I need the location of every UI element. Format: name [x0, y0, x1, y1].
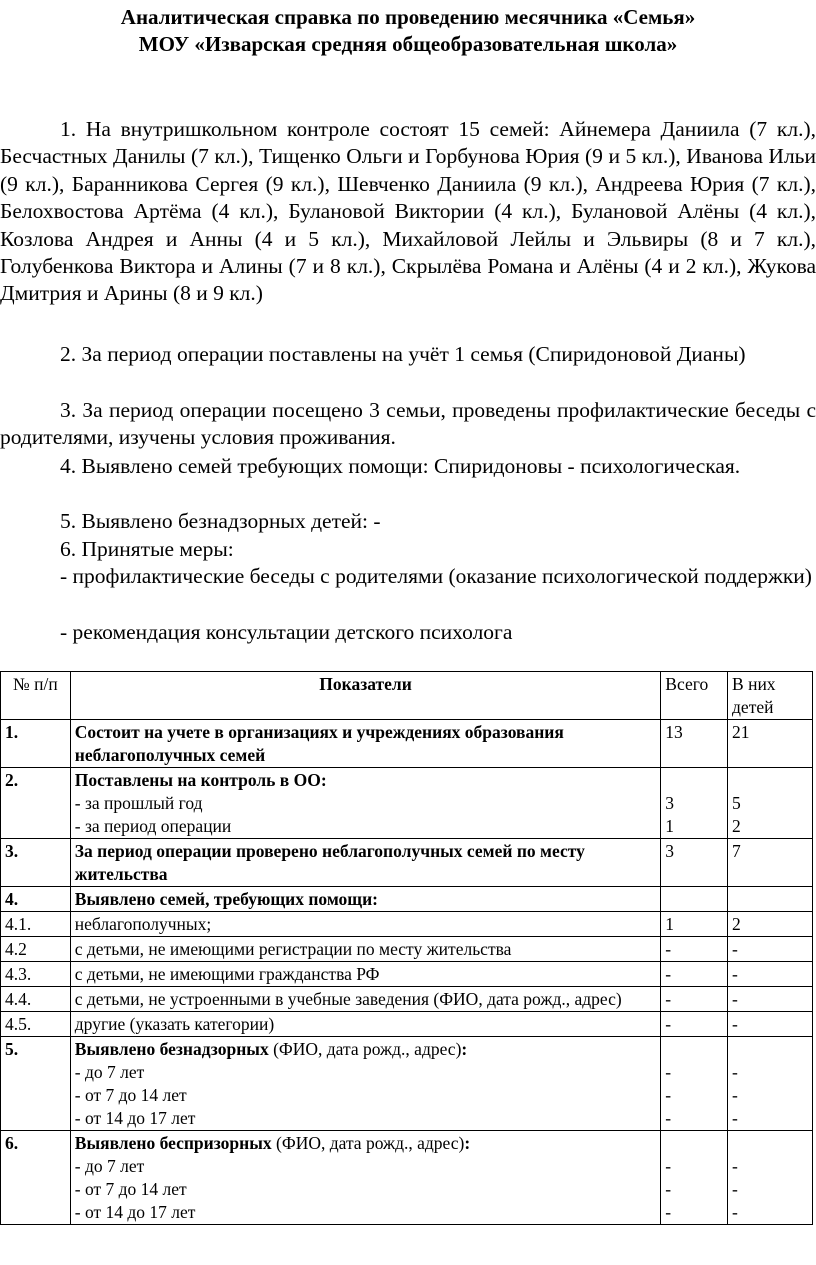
row-label: Выявлено беспризорных [74, 1133, 272, 1153]
row-total-cell [661, 768, 728, 839]
row-total [661, 887, 728, 912]
row-sublabel: - от 14 до 17 лет [74, 1202, 196, 1222]
row-children [728, 887, 813, 912]
header-total: Всего [661, 672, 728, 720]
row-num: 4.4. [1, 987, 71, 1012]
row-sublabel: - за прошлый год [74, 793, 203, 813]
paragraph-4: 4. Выявлено семей требующих помощи: Спиридоновы - психологическая. [60, 454, 741, 478]
row-num: 4.3. [1, 962, 71, 987]
row-children: - [728, 962, 813, 987]
header-num: № п/п [1, 672, 71, 720]
row-total: - [661, 962, 728, 987]
row-children-cell [728, 768, 813, 839]
paragraph-5: 5. Выявлено безнадзорных детей: - [60, 509, 381, 533]
row-total-cell [661, 1037, 728, 1131]
table-row [1, 912, 813, 937]
row-label: Состоит на учете в организациях и учреждениях образования неблагополучных семей [70, 720, 661, 768]
row-label-cell [70, 768, 661, 839]
row-label: За период операции проверено неблагополучных семей по месту жительства [70, 839, 661, 887]
table-row [1, 962, 813, 987]
table-row [1, 768, 813, 839]
row-label: с детьми, не имеющими гражданства РФ [70, 962, 661, 987]
row-children: - [728, 937, 813, 962]
paragraph-7: - профилактические беседы с родителями (оказание психологической поддержки) [60, 564, 812, 588]
row-sublabel: - от 7 до 14 лет [74, 1085, 187, 1105]
document-title-line1: Аналитическая справка по проведению месячника «Семья» [120, 5, 696, 29]
table-header-row [1, 672, 813, 720]
row-total: - [665, 1108, 672, 1128]
row-label: Поставлены на контроль в ОО: [74, 770, 327, 790]
row-children: - [732, 1156, 738, 1176]
row-total: - [665, 1179, 672, 1199]
row-children: 21 [728, 720, 813, 768]
row-label: с детьми, не устроенными в учебные заведения (ФИО, дата рожд., адрес) [70, 987, 661, 1012]
row-children: - [732, 1108, 738, 1128]
row-num: 1. [1, 720, 71, 768]
row-num: 4.1. [1, 912, 71, 937]
row-label-colon: : [464, 1133, 471, 1153]
row-num: 3. [1, 839, 71, 887]
row-label: Выявлено безнадзорных [74, 1039, 269, 1059]
row-total: - [665, 1085, 672, 1105]
row-total: - [665, 1062, 672, 1082]
row-num: 4.2 [1, 937, 71, 962]
row-num: 2. [1, 768, 71, 839]
header-children: В них детей [728, 672, 813, 720]
row-sublabel: - до 7 лет [74, 1062, 145, 1082]
row-children: - [732, 1085, 738, 1105]
row-children-cell [728, 1037, 813, 1131]
table-row [1, 1012, 813, 1037]
row-children: 2 [732, 816, 741, 836]
row-sublabel: - от 7 до 14 лет [74, 1179, 187, 1199]
table-row [1, 987, 813, 1012]
table-row [1, 1131, 813, 1225]
row-sublabel: - от 14 до 17 лет [74, 1108, 196, 1128]
paragraph-8: - рекомендация консультации детского психолога [60, 620, 513, 644]
row-total: - [665, 1202, 672, 1222]
row-label: Выявлено семей, требующих помощи: [70, 887, 661, 912]
row-total: - [661, 987, 728, 1012]
row-num: 6. [1, 1131, 71, 1225]
row-total: - [661, 1012, 728, 1037]
row-total: 13 [661, 720, 728, 768]
row-children: - [728, 1012, 813, 1037]
row-total: - [665, 1156, 672, 1176]
paragraph-1: 1. На внутришкольном контроле состоят 15 семей: Айнемера Даниила (7 кл.), Бесчастных Данилы (7 кл.), Тищенко Ольги и Горбунова Юрия (9 и 5 кл.), Иванова Ильи (9 кл.), Баранникова Сергея (9 кл.), Шевченко Даниила (9 кл.), Андреева Юрия (7 кл.), Белохвостова Артёма (4 кл.), Булановой Виктории (4 кл.), Булановой Алёны (4 кл.), Козлова Андрея и Анны (4 и 5 кл.), Михайловой Лейлы и Эльвиры (8 и 7 кл.), Голубенкова Виктора и Алины (7 и 8 кл.), Скрылёва Романа и Алёны (4 и 2 кл.), Жукова Дмитрия и Арины (8 и 9 кл.) [0, 117, 816, 306]
table-row [1, 1037, 813, 1131]
row-children: - [732, 1179, 738, 1199]
row-total: 3 [665, 793, 675, 813]
row-children: 5 [732, 793, 741, 813]
row-total-cell [661, 1131, 728, 1225]
row-num: 4.5. [1, 1012, 71, 1037]
row-children: - [728, 987, 813, 1012]
row-label-note: (ФИО, дата рожд., адрес) [268, 1039, 462, 1059]
row-children: - [732, 1062, 738, 1082]
row-label-cell [70, 1131, 661, 1225]
row-sublabel: - до 7 лет [74, 1156, 145, 1176]
row-label-note: (ФИО, дата рожд., адрес) [271, 1133, 465, 1153]
header-indicators: Показатели [70, 672, 661, 720]
row-num: 5. [1, 1037, 71, 1131]
document-title-line2: МОУ «Изварская средняя общеобразовательная школа» [138, 32, 678, 56]
row-total: 1 [661, 912, 728, 937]
row-label: другие (указать категории) [70, 1012, 661, 1037]
row-children-cell [728, 1131, 813, 1225]
table-row [1, 887, 813, 912]
paragraph-6: 6. Принятые меры: [60, 537, 234, 561]
table-row [1, 937, 813, 962]
row-label: неблагополучных; [70, 912, 661, 937]
table-row [1, 839, 813, 887]
row-total: - [661, 937, 728, 962]
paragraph-3: 3. За период операции посещено 3 семьи, проведены профилактические беседы с родителями, изучены условия проживания. [0, 398, 816, 450]
row-children: - [732, 1202, 738, 1222]
row-label-colon: : [461, 1039, 468, 1059]
row-children: 2 [728, 912, 813, 937]
row-children: 7 [728, 839, 813, 887]
paragraph-2: 2. За период операции поставлены на учёт 1 семья (Спиридоновой Дианы) [60, 342, 746, 366]
row-sublabel: - за период операции [74, 816, 232, 836]
row-label-cell [70, 1037, 661, 1131]
row-total: 1 [665, 816, 675, 836]
table-row [1, 720, 813, 768]
row-total: 3 [661, 839, 728, 887]
indicators-table [0, 671, 813, 1225]
row-num: 4. [1, 887, 71, 912]
row-label: с детьми, не имеющими регистрации по месту жительства [70, 937, 661, 962]
